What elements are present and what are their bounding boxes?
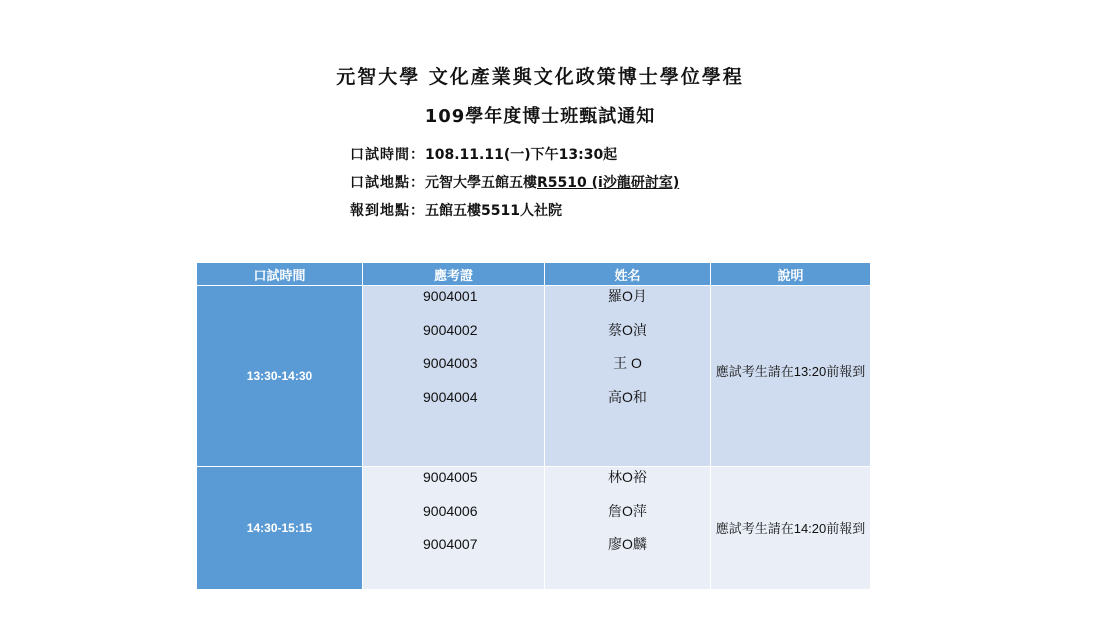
exam-time-value: 108.11.11(一)下午13:30起 <box>425 147 618 163</box>
header-name: 姓名 <box>545 263 711 286</box>
candidate-name: 羅O月 <box>608 288 647 304</box>
candidate-name: 林O裕 <box>608 469 647 485</box>
table-header-row <box>197 263 871 286</box>
note-cell: 應試考生請在14:20前報到 <box>711 467 871 590</box>
candidate-name: 王 O <box>613 355 642 371</box>
header-exam-time: 口試時間 <box>197 263 363 286</box>
admission-ids-cell <box>363 467 545 590</box>
report-place-value: 五館五樓5511人社院 <box>425 203 562 219</box>
candidate-name: 詹O萍 <box>608 502 647 519</box>
admission-id: 9004006 <box>423 502 478 519</box>
table-row <box>197 467 871 590</box>
names-cell <box>545 467 711 590</box>
admission-id: 9004002 <box>423 321 478 338</box>
admission-id: 9004004 <box>423 388 478 405</box>
header-admission-ticket: 應考證 <box>363 263 545 286</box>
report-place-label: 報到地點： <box>350 203 425 219</box>
candidate-name: 高O和 <box>608 388 647 405</box>
admission-id: 9004003 <box>423 355 478 371</box>
note-cell: 應試考生請在13:20前報到 <box>711 286 871 467</box>
schedule-table <box>196 262 871 590</box>
table-row <box>197 286 871 467</box>
exam-place-row <box>350 172 679 192</box>
candidate-name: 蔡O湞 <box>608 321 647 338</box>
candidate-name: 廖O麟 <box>608 536 647 552</box>
document-title: 元智大學 文化產業與文化政策博士學位學程 <box>336 66 744 88</box>
exam-place-value: 元智大學五館五樓 <box>425 175 537 191</box>
exam-time-label: 口試時間： <box>350 147 425 163</box>
names-cell <box>545 286 711 467</box>
admission-id: 9004005 <box>423 469 478 485</box>
exam-place-label: 口試地點： <box>350 175 425 191</box>
admission-ids-cell <box>363 286 545 467</box>
exam-room-value: R5510 (i沙龍研討室) <box>537 175 680 191</box>
admission-id: 9004007 <box>423 536 478 552</box>
time-slot-cell: 13:30-14:30 <box>197 286 363 467</box>
report-place-row <box>350 200 562 220</box>
exam-time-row <box>350 144 617 164</box>
header-note: 說明 <box>711 263 871 286</box>
time-slot-cell: 14:30-15:15 <box>197 467 363 590</box>
admission-id: 9004001 <box>423 288 478 304</box>
document-subtitle: 109學年度博士班甄試通知 <box>424 106 656 127</box>
